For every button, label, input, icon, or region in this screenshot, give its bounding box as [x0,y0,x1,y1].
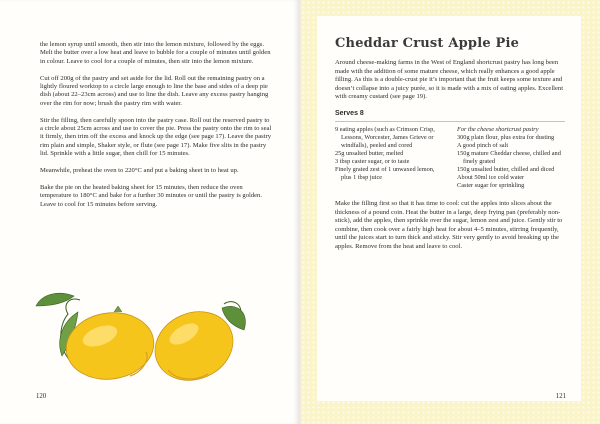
ingredient: 300g plain flour, plus extra for dusting [457,133,555,141]
serves-label: Serves 8 [335,109,364,117]
left-paragraph: Meanwhile, preheat the oven to 220°C and put a baking sheet in to heat up. [40,167,239,175]
left-paragraph: Bake the pie on the heated baking sheet for 15 minutes, then reduce the oven temperature to 180°C and bake for a further 30 minutes or until the pastry is golden. Leave to cool for 15 minutes before serving. [40,183,263,208]
left-paragraph: Cut off 200g of the pastry and set aside for the lid. Roll out the remaining pastry on a lightly floured worktop to a circle large enough to line the base and sides of a deep pie dish (about 22–23cm across) and use to line the dish. Leave any excess pastry hanging over the rim for now; brush the pastry rim with water. [40,74,269,107]
right-page [301,0,600,424]
page-number: 121 [555,393,566,400]
ingredient: 25g unsalted butter, melted [335,149,404,157]
divider [335,121,565,122]
ingredient: About 50ml ice cold water [457,174,525,182]
ingredient: Caster sugar for sprinkling [457,182,525,190]
ingredients-filling [335,126,443,191]
ingredient: 9 eating apples (such as Crimson Crisp, Lessons, Worcester, James Grieve or windfalls), peeled and cored [335,125,435,149]
ingredient: 150g unsalted butter, chilled and diced [457,165,555,173]
recipe-title: Cheddar Crust Apple Pie [335,36,520,51]
ingredient: A good pinch of salt [457,141,509,149]
recipe-intro: Around cheese-making farms in the West of England shortcrust pastry has long been made with the addition of some mature cheese, which really enhances a good apple filling. As this is a double-crust pie it’s important that the fruit keeps some texture and doesn’t collapse into a juicy purée, so it is made with a mix of eating apples. Excellent with creamy custard (see page 19). [335,59,564,100]
left-paragraph: Stir the filling, then carefully spoon into the pastry case. Roll out the reserved pastry to a circle about 25cm across and use to cover the pie. Press the pastry onto the rim to seal it firmly, then trim off the excess and knock up the edge (see page 17). Leave the pastry rim plain and simple, Shaker style, or flute (see page 17). Make five slits in the pastry lid. Sprinkle with a little sugar, then chill for 15 minutes. [40,116,272,158]
ingredient: 150g mature Cheddar cheese, chilled and finely grated [457,149,561,165]
ingredients [335,126,565,191]
ingredient: Finely grated zest of 1 unwaxed lemon, plus 1 tbsp juice [335,165,435,182]
ingredient: 3 tbsp caster sugar, or to taste [335,157,410,165]
ingredients-pastry [457,126,565,191]
lemon-illustration-icon [18,282,258,392]
page-number: 120 [36,393,47,400]
left-page-text [40,41,272,217]
recipe-card [317,16,581,401]
left-paragraph: the lemon syrup until smooth, then stir into the lemon mixture, followed by the eggs. Melt the butter over a low heat and leave to bubble for a couple of minutes until golden in colour. Leave to cool for a couple of minutes, then stir into the lemon mixture. [40,41,271,65]
method-step: Make the filling first so that it has time to cool: cut the apples into slices about the thickness of a pound coin. Heat the butter in a large, deep frying pan (preferably non-stick), add the apples, then sprinkle over the sugar, lemon zest and juice. Gently stir to combine, then cook over a fairly high heat for about 4–5 minutes, stirring frequently, until the juices start to turn thick and sticky. Stir very gently to avoid breaking up the apples. Remove from the heat and leave to cool. [335,200,563,250]
pastry-heading: For the cheese shortcrust pastry [457,125,539,133]
left-page [0,0,299,424]
